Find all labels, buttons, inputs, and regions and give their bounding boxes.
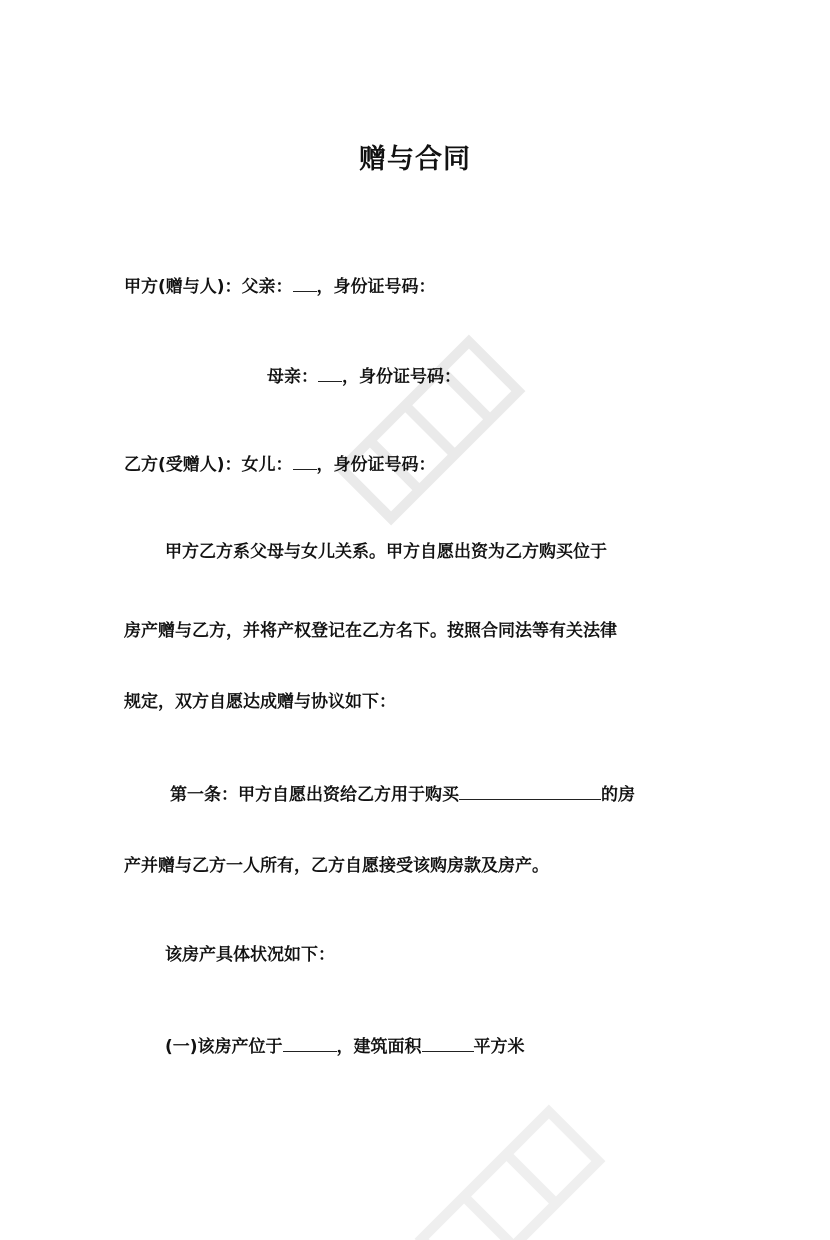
watermark-stamp-bottom (380, 1080, 640, 1240)
article1-prefix: 第一条：甲方自愿出资给乙方用于购买 (170, 785, 459, 805)
property-blank (459, 781, 601, 800)
item1-mid: ，建筑面积 (336, 1037, 422, 1057)
location-blank (283, 1033, 337, 1052)
article1-suffix: 的房 (601, 785, 635, 805)
watermark-stamp (300, 300, 560, 560)
page-title: 赠与合同 (359, 144, 471, 175)
party-b-label: 乙方(受赠人)： (124, 455, 242, 475)
daughter-label: 女儿： (241, 455, 293, 475)
daughter-name-blank (293, 451, 317, 470)
mother-id-label: ，身份证号码： (342, 367, 461, 387)
para1-line1: 甲方乙方系父母与女儿关系。甲方自愿出资为乙方购买位于 (165, 542, 607, 562)
article1-line1 (170, 781, 635, 807)
father-name-blank (293, 273, 317, 292)
daughter-id-label: ，身份证号码： (316, 455, 436, 475)
item1-suffix: 平方米 (473, 1037, 525, 1057)
party-b-line (124, 451, 436, 477)
party-a-mother-line (267, 363, 461, 389)
party-a-father-line (124, 273, 436, 299)
mother-name-blank (318, 363, 342, 382)
para1-line3: 规定，双方自愿达成赠与协议如下： (124, 692, 396, 712)
area-blank (422, 1033, 474, 1052)
property-intro: 该房产具体状况如下： (165, 945, 335, 965)
father-label: 父亲： (241, 277, 293, 297)
party-a-label: 甲方(赠与人)： (124, 277, 242, 297)
property-item1 (165, 1033, 525, 1059)
father-id-label: ，身份证号码： (316, 277, 436, 297)
item1-prefix: (一)该房产位于 (165, 1037, 283, 1057)
mother-label: 母亲： (267, 367, 318, 387)
para1-line2: 房产赠与乙方，并将产权登记在乙方名下。按照合同法等有关法律 (124, 621, 617, 641)
article1-line2: 产并赠与乙方一人所有，乙方自愿接受该购房款及房产。 (124, 856, 549, 876)
